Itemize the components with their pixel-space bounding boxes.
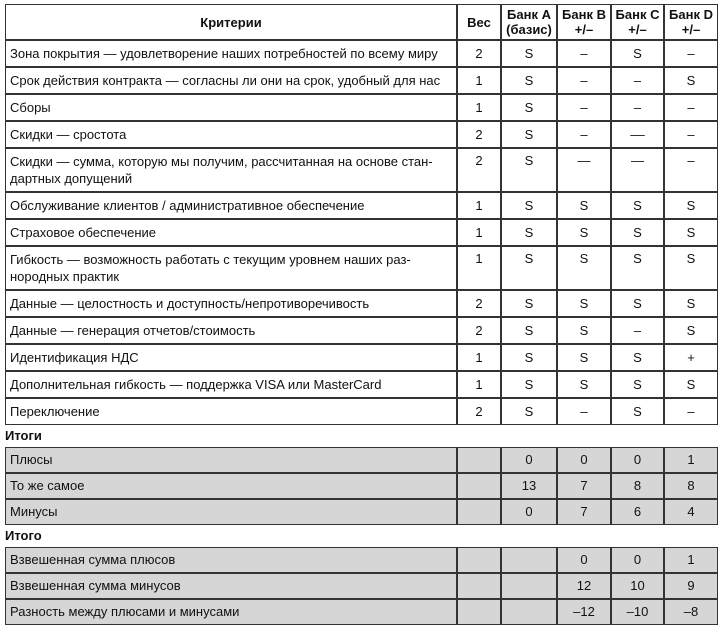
weight-cell: 1: [457, 246, 501, 290]
weight-empty-cell: [457, 599, 501, 625]
weight-empty-cell: [457, 499, 501, 525]
bank-a-cell: S: [501, 398, 557, 425]
criterion-cell: Идентификация НДС: [5, 344, 457, 371]
bank-c-cell: S: [611, 290, 664, 317]
bank-a-empty-cell: [501, 547, 557, 573]
criteria-row: [5, 371, 718, 398]
weight-cell: 1: [457, 67, 501, 94]
bank-a-cell: S: [501, 371, 557, 398]
bank-b-cell: 0: [557, 547, 611, 573]
weight-cell: 2: [457, 121, 501, 148]
bank-b-cell: S: [557, 317, 611, 344]
bank-c-cell: S: [611, 398, 664, 425]
criteria-row: [5, 246, 718, 290]
bank-a-cell: S: [501, 290, 557, 317]
bank-b-cell: –: [557, 398, 611, 425]
weight-cell: 1: [457, 192, 501, 219]
header-bank-c: [611, 4, 664, 40]
bank-c-cell: S: [611, 371, 664, 398]
totals-row: [5, 473, 718, 499]
bank-c-cell: 0: [611, 547, 664, 573]
bank-a-cell: S: [501, 148, 557, 192]
bank-b-cell: S: [557, 192, 611, 219]
bank-d-cell: –8: [664, 599, 718, 625]
bank-a-cell: S: [501, 40, 557, 67]
summary-row: [5, 573, 718, 599]
bank-a-cell: S: [501, 121, 557, 148]
bank-d-cell: –: [664, 121, 718, 148]
summary-row: [5, 547, 718, 573]
summary-label: Взвешенная сумма плюсов: [5, 547, 457, 573]
bank-c-cell: S: [611, 344, 664, 371]
bank-c-cell: S: [611, 219, 664, 246]
criteria-row: [5, 398, 718, 425]
weight-cell: 1: [457, 94, 501, 121]
criterion-cell: Страховое обеспечение: [5, 219, 457, 246]
bank-b-cell: 12: [557, 573, 611, 599]
bank-b-cell: 0: [557, 447, 611, 473]
totals-label: То же самое: [5, 473, 457, 499]
header-bank-d: [664, 4, 718, 40]
bank-c-cell: –: [611, 67, 664, 94]
bank-b-cell: –: [557, 67, 611, 94]
weight-cell: 2: [457, 317, 501, 344]
bank-a-cell: S: [501, 344, 557, 371]
bank-a-cell: 0: [501, 499, 557, 525]
bank-d-cell: S: [664, 371, 718, 398]
bank-d-cell: S: [664, 67, 718, 94]
bank-d-cell: S: [664, 246, 718, 290]
header-bank-b-name: Банк B: [562, 7, 606, 22]
bank-d-cell: +: [664, 344, 718, 371]
bank-b-cell: S: [557, 344, 611, 371]
bank-b-cell: –: [557, 40, 611, 67]
criterion-cell: Сборы: [5, 94, 457, 121]
summary-title: Итого: [5, 528, 42, 543]
header-bank-c-name: Банк C: [615, 7, 660, 22]
bank-b-cell: S: [557, 246, 611, 290]
bank-a-cell: S: [501, 67, 557, 94]
weight-cell: 2: [457, 148, 501, 192]
header-bank-c-sub: +/–: [628, 22, 647, 37]
bank-c-cell: S: [611, 40, 664, 67]
criterion-cell: Скидки — сростота: [5, 121, 457, 148]
bank-c-cell: S: [611, 192, 664, 219]
bank-b-cell: —: [557, 148, 611, 192]
bank-b-cell: –12: [557, 599, 611, 625]
bank-a-cell: S: [501, 192, 557, 219]
bank-a-cell: S: [501, 94, 557, 121]
summary-label: Взвешенная сумма минусов: [5, 573, 457, 599]
bank-d-cell: 1: [664, 447, 718, 473]
criterion-cell: Срок действия контракта — согласны ли они на срок, удобный для нас: [5, 67, 457, 94]
weight-empty-cell: [457, 473, 501, 499]
criterion-cell: Дополнительная гибкость — поддержка VISA или MasterCard: [5, 371, 457, 398]
bank-d-cell: –: [664, 148, 718, 192]
weight-cell: 1: [457, 219, 501, 246]
bank-a-cell: 13: [501, 473, 557, 499]
bank-b-cell: –: [557, 121, 611, 148]
criterion-cell: Переключение: [5, 398, 457, 425]
bank-a-cell: S: [501, 246, 557, 290]
criteria-row: [5, 219, 718, 246]
bank-a-cell: S: [501, 317, 557, 344]
bank-b-cell: S: [557, 371, 611, 398]
criterion-cell: Гибкость — возможность работать с текущим уровнем наших раз-нородных практик: [5, 246, 457, 290]
criterion-cell: Обслуживание клиентов / административное обеспечение: [5, 192, 457, 219]
totals-row: [5, 447, 718, 473]
header-bank-b-sub: +/–: [574, 22, 594, 37]
totals-label: Минусы: [5, 499, 457, 525]
criterion-cell: Данные — целостность и доступность/непротиворечивость: [5, 290, 457, 317]
criterion-cell: Скидки — сумма, которую мы получим, рассчитанная на основе стан-дартных допущений: [5, 148, 457, 192]
criteria-row: [5, 148, 718, 192]
bank-comparison-table: [5, 4, 718, 625]
bank-c-cell: ––: [611, 121, 664, 148]
weight-cell: 1: [457, 371, 501, 398]
header-criteria: Критерии: [5, 4, 457, 40]
weight-empty-cell: [457, 547, 501, 573]
bank-c-cell: 10: [611, 573, 664, 599]
bank-c-cell: –: [611, 94, 664, 121]
weight-cell: 2: [457, 398, 501, 425]
bank-c-cell: —: [611, 148, 664, 192]
bank-d-cell: 8: [664, 473, 718, 499]
bank-a-cell: S: [501, 219, 557, 246]
weight-empty-cell: [457, 447, 501, 473]
bank-d-cell: S: [664, 219, 718, 246]
criteria-row: [5, 94, 718, 121]
totals-title: Итоги: [5, 428, 42, 443]
bank-d-cell: 1: [664, 547, 718, 573]
totals-section-row: [5, 425, 718, 447]
bank-d-cell: S: [664, 290, 718, 317]
summary-row: [5, 599, 718, 625]
bank-a-empty-cell: [501, 599, 557, 625]
bank-a-cell: 0: [501, 447, 557, 473]
header-bank-d-sub: +/–: [681, 22, 701, 37]
totals-label: Плюсы: [5, 447, 457, 473]
bank-d-cell: S: [664, 192, 718, 219]
criteria-row: [5, 192, 718, 219]
weight-cell: 2: [457, 290, 501, 317]
bank-c-cell: –: [611, 317, 664, 344]
criterion-cell: Данные — генерация отчетов/стоимость: [5, 317, 457, 344]
weight-empty-cell: [457, 573, 501, 599]
bank-d-cell: S: [664, 317, 718, 344]
weight-cell: 1: [457, 344, 501, 371]
bank-b-cell: S: [557, 290, 611, 317]
header-bank-b: [557, 4, 611, 40]
criteria-row: [5, 67, 718, 94]
header-bank-a-name: Банк A: [507, 7, 551, 22]
bank-b-cell: 7: [557, 499, 611, 525]
header-row: [5, 4, 718, 40]
bank-a-empty-cell: [501, 573, 557, 599]
bank-d-cell: –: [664, 398, 718, 425]
bank-c-cell: –10: [611, 599, 664, 625]
header-bank-a: [501, 4, 557, 40]
bank-c-cell: 8: [611, 473, 664, 499]
summary-section-row: [5, 525, 718, 547]
header-bank-a-sub: (базис): [506, 22, 552, 37]
weight-cell: 2: [457, 40, 501, 67]
bank-c-cell: 0: [611, 447, 664, 473]
bank-c-cell: S: [611, 246, 664, 290]
bank-d-cell: –: [664, 40, 718, 67]
totals-row: [5, 499, 718, 525]
bank-d-cell: 4: [664, 499, 718, 525]
bank-d-cell: –: [664, 94, 718, 121]
bank-b-cell: 7: [557, 473, 611, 499]
criteria-row: [5, 290, 718, 317]
criteria-row: [5, 40, 718, 67]
bank-d-cell: 9: [664, 573, 718, 599]
criteria-row: [5, 344, 718, 371]
criteria-row: [5, 317, 718, 344]
criteria-row: [5, 121, 718, 148]
bank-c-cell: 6: [611, 499, 664, 525]
criterion-cell: Зона покрытия — удовлетворение наших потребностей по всему миру: [5, 40, 457, 67]
header-weight: Вес: [457, 4, 501, 40]
header-bank-d-name: Банк D: [669, 7, 713, 22]
bank-b-cell: –: [557, 94, 611, 121]
bank-b-cell: S: [557, 219, 611, 246]
summary-label: Разность между плюсами и минусами: [5, 599, 457, 625]
